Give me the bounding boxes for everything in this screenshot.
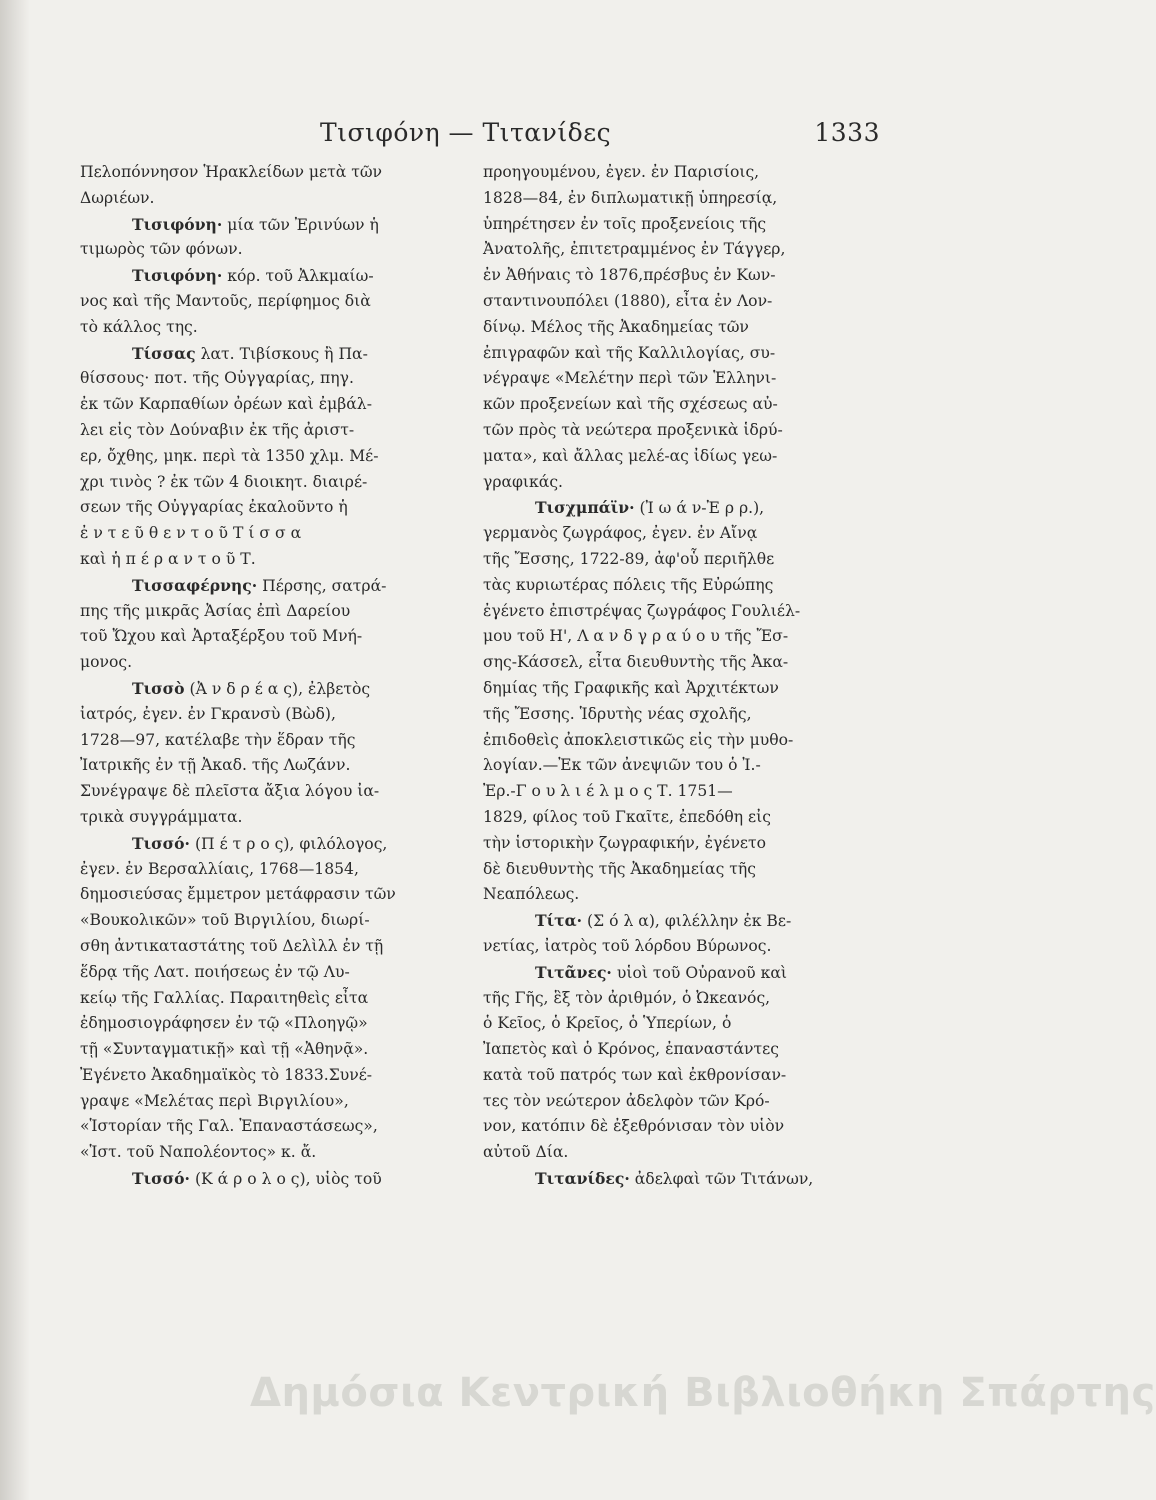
text-line [80, 470, 458, 496]
text-line [80, 1166, 458, 1192]
text-line [483, 573, 861, 599]
line-text: ἐδημοσιογράφησεν ἐν τῷ «Πλοηγῷ» [80, 1014, 368, 1033]
line-text: νετίας, ἰατρὸς τοῦ λόρδου Βύρωνος. [483, 936, 772, 955]
text-line [483, 366, 861, 392]
text-line [483, 624, 861, 650]
line-text: 1728—97, κατέλαβε τὴν ἕδραν τῆς [80, 730, 356, 749]
line-text: ἰατρός, ἐγεν. ἐν Γκρανσὺ (Βὼδ), [80, 704, 336, 723]
text-line [80, 160, 458, 186]
text-line [483, 599, 861, 625]
line-text: Ἐγένετο Ἀκαδημαϊκὸς τὸ 1833.Συνέ- [80, 1065, 373, 1084]
entry-headword: Τισιφόνη· [132, 214, 223, 234]
line-text: ἐγεν. ἐν Βερσαλλίαις, 1768—1854, [80, 859, 359, 878]
line-text: σθη ἀντικαταστάτης τοῦ Δελὶλλ ἐν τῇ [80, 936, 384, 955]
entry-headword: Τισχμπάϊν· [535, 498, 635, 518]
line-text: μου τοῦ Η', Λ α ν δ γ ρ α ύ ο υ τῆς Ἔσ- [483, 627, 789, 646]
text-line [483, 315, 861, 341]
line-text: λατ. Τιβίσκους ἢ Πα- [200, 344, 368, 363]
line-text: κείῳ τῆς Γαλλίας. Παραιτηθεὶς εἶτα [80, 988, 369, 1007]
text-line [483, 495, 861, 521]
entry-headword: Τισσό· [132, 833, 190, 853]
line-text: νον, κατόπιν δὲ ἐξεθρόνισαν τὸν υἱὸν [483, 1117, 785, 1136]
text-line [483, 882, 861, 908]
text-line [483, 547, 861, 573]
text-line [80, 495, 458, 521]
line-text: (Ἀ ν δ ρ έ α ς), ἐλβετὸς [189, 679, 371, 698]
text-line [80, 986, 458, 1012]
line-text: «Ἱστορίαν τῆς Γαλ. Ἐπαναστάσεως», [80, 1117, 378, 1136]
line-text: τῶν πρὸς τὰ νεώτερα προξενικὰ ἱδρύ- [483, 420, 783, 439]
text-line [80, 573, 458, 599]
text-line [80, 418, 458, 444]
line-text: νέγραψε «Μελέτην περὶ τῶν Ἑλληνι- [483, 369, 777, 388]
text-line [80, 728, 458, 754]
running-head [320, 118, 880, 158]
line-text: πης τῆς μικρᾶς Ἀσίας ἐπὶ Δαρείου [80, 601, 351, 620]
text-line [80, 1140, 458, 1166]
text-line [483, 341, 861, 367]
line-text: δημοσιεύσας ἔμμετρον μετάφρασιν τῶν [80, 885, 396, 904]
line-text: ὑπηρέτησεν ἐν τοῖς προξενείοις τῆς [483, 214, 767, 233]
line-text: τες τὸν νεώτερον ἀδελφὸν τῶν Κρό- [483, 1091, 770, 1110]
text-line [80, 186, 458, 212]
text-line [80, 1089, 458, 1115]
text-line [80, 1037, 458, 1063]
text-line [80, 753, 458, 779]
line-text: τῆς Ἔσσης, 1722-89, ἀφ'οὗ περιῆλθε [483, 549, 775, 568]
text-line [483, 934, 861, 960]
line-text: τὰς κυριωτέρας πόλεις τῆς Εὐρώπης [483, 575, 774, 594]
line-text: ἐκ τῶν Καρπαθίων ὀρέων καὶ ἐμβάλ- [80, 395, 372, 414]
line-text: υἱοὶ τοῦ Οὐρανοῦ καὶ [616, 963, 788, 982]
line-text: τιμωρὸς τῶν φόνων. [80, 240, 243, 259]
line-text: Ἀνατολῆς, ἐπιτετραμμένος ἐν Τάγγερ, [483, 240, 786, 259]
text-line [483, 237, 861, 263]
line-text: καὶ ἡ π έ ρ α ν τ ο ῦ Τ. [80, 549, 256, 568]
text-line [80, 882, 458, 908]
line-text: σεων τῆς Οὐγγαρίας ἐκαλοῦντο ἡ [80, 498, 348, 517]
line-text: Ἰατρικῆς ἐν τῇ Ἀκαδ. τῆς Λωζάνν. [80, 756, 351, 775]
text-line [80, 676, 458, 702]
line-text: σης-Κάσσελ, εἶτα διευθυντὴς τῆς Ἀκα- [483, 653, 789, 672]
line-text: δημίας τῆς Γραφικῆς καὶ Ἀρχιτέκτων [483, 678, 779, 697]
line-text: γερμανὸς ζωγράφος, ἐγεν. ἐν Αἴνᾳ [483, 524, 758, 543]
line-text: τῆς Γῆς, ἓξ τὸν ἀριθμόν, ὁ Ὠκεανός, [483, 988, 771, 1007]
line-text: Δωριέων. [80, 188, 155, 207]
entry-headword: Τιτᾶνες· [535, 962, 612, 982]
text-line [80, 315, 458, 341]
entry-headword: Τιτανίδες· [535, 1169, 630, 1189]
text-line [80, 366, 458, 392]
page-title: Τισιφόνη — Τιτανίδες [320, 118, 612, 147]
line-text: (Κ ά ρ ο λ ο ς), υἱὸς τοῦ [194, 1170, 382, 1189]
page-number: 1333 [814, 118, 880, 147]
line-text: ματα», καὶ ἄλλας μελέ-ας ἰδίως γεω- [483, 446, 778, 465]
line-text: ἐπιγραφῶν καὶ τῆς Καλλιλογίας, συ- [483, 343, 776, 362]
entry-headword: Τισσό· [132, 1169, 190, 1189]
line-text: (Ἰ ω ά ν-Ἐ ρ ρ.), [639, 499, 765, 518]
text-line [80, 599, 458, 625]
text-line [483, 753, 861, 779]
text-line [483, 444, 861, 470]
entry-headword: Τίσσας [132, 343, 196, 363]
text-line [80, 289, 458, 315]
text-line [483, 186, 861, 212]
text-line [483, 1063, 861, 1089]
line-text: (Π έ τ ρ ο ς), φιλόλογος, [194, 834, 388, 853]
text-line [80, 831, 458, 857]
text-line [483, 392, 861, 418]
line-text: κῶν προξενείων καὶ τῆς σχέσεως αὐ- [483, 395, 778, 414]
text-line [483, 676, 861, 702]
text-line [80, 212, 458, 238]
text-line [483, 857, 861, 883]
text-line [80, 779, 458, 805]
text-line [483, 1037, 861, 1063]
line-text: αὐτοῦ Δία. [483, 1143, 569, 1162]
text-line [80, 444, 458, 470]
line-text: λογίαν.—Ἐκ τῶν ἀνεψιῶν του ὁ Ἰ.- [483, 756, 761, 775]
line-text: (Σ ό λ α), φιλέλλην ἐκ Βε- [587, 912, 792, 931]
line-text: γραφικάς. [483, 472, 564, 491]
page-edge-shadow [0, 0, 30, 1500]
text-line [80, 341, 458, 367]
line-text: Ἰαπετὸς καὶ ὁ Κρόνος, ἐπαναστάντες [483, 1040, 779, 1059]
line-text: δὲ διευθυντὴς τῆς Ἀκαδημείας τῆς [483, 859, 756, 878]
line-text: ἐ ν τ ε ῦ θ ε ν τ ο ῦ Τ ί σ σ α [80, 524, 302, 543]
text-line [80, 1063, 458, 1089]
text-line [80, 263, 458, 289]
line-text: νος καὶ τῆς Μαντοῦς, περίφημος διὰ [80, 291, 371, 310]
entry-headword: Τισιφόνη· [132, 266, 223, 286]
entry-headword: Τίτα· [535, 911, 583, 931]
text-line [483, 289, 861, 315]
line-text: μονος. [80, 653, 133, 672]
line-text: σταντινουπόλει (1880), εἶτα ἐν Λον- [483, 291, 773, 310]
line-text: τοῦ Ὤχου καὶ Ἀρταξέρξου τοῦ Μνή- [80, 627, 363, 646]
line-text: Πέρσης, σατρά- [262, 576, 387, 595]
entry-headword: Τισσὸ [132, 678, 185, 698]
line-text: ἐγένετο ἐπιστρέψας ζωγράφος Γουλιέλ- [483, 601, 801, 620]
left-column [80, 160, 458, 1192]
line-text: κατὰ τοῦ πατρός των καὶ ἐκθρονίσαν- [483, 1065, 787, 1084]
text-line [80, 934, 458, 960]
text-line [483, 779, 861, 805]
line-text: τρικὰ συγγράμματα. [80, 807, 243, 826]
line-text: κόρ. τοῦ Ἀλκμαίω- [227, 267, 374, 286]
text-line [483, 702, 861, 728]
text-line [483, 1140, 861, 1166]
text-line [483, 805, 861, 831]
line-text: Συνέγραψε δὲ πλεῖστα ἄξια λόγου ἰα- [80, 782, 380, 801]
text-line [483, 418, 861, 444]
line-text: γραψε «Μελέτας περὶ Βιργιλίου», [80, 1091, 349, 1110]
line-text: προηγουμένου, ἐγεν. ἐν Παρισίοις, [483, 163, 760, 181]
line-text: ὁ Κεῖος, ὁ Κρεῖος, ὁ Ὑπερίων, ὁ [483, 1014, 732, 1033]
line-text: ἀδελφαὶ τῶν Τιτάνων, [634, 1170, 814, 1189]
text-line [483, 1114, 861, 1140]
text-line [80, 805, 458, 831]
line-text: ἕδρᾳ τῆς Λατ. ποιήσεως ἐν τῷ Λυ- [80, 962, 350, 981]
text-line [80, 521, 458, 547]
line-text: ἐν Ἀθήναις τὸ 1876,πρέσβυς ἐν Κων- [483, 266, 776, 285]
line-text: δίνῳ. Μέλος τῆς Ἀκαδημείας τῶν [483, 317, 749, 336]
line-text: Νεαπόλεως. [483, 885, 580, 904]
text-line [80, 1011, 458, 1037]
line-text: «Ἱστ. τοῦ Ναπολέοντος» κ. ἄ. [80, 1143, 317, 1162]
line-text: τῆς Ἔσσης. Ἱδρυτὴς νέας σχολῆς, [483, 704, 752, 723]
text-line [483, 986, 861, 1012]
text-line [483, 1011, 861, 1037]
line-text: θίσσους· ποτ. τῆς Οὐγγαρίας, πηγ. [80, 369, 354, 388]
library-watermark: Δημόσια Κεντρική Βιβλιοθήκη Σπάρτης [250, 1370, 1156, 1416]
text-line [80, 857, 458, 883]
text-line [80, 547, 458, 573]
text-line [80, 702, 458, 728]
line-text: «Βουκολικῶν» τοῦ Βιργιλίου, διωρί- [80, 911, 370, 930]
line-text: λει εἰς τὸν Δούναβιν ἐκ τῆς ἀριστ- [80, 420, 355, 439]
text-line [483, 160, 861, 186]
text-line [80, 392, 458, 418]
text-line [80, 650, 458, 676]
line-text: Ἐρ.-Γ ο υ λ ι έ λ μ ο ς Τ. 1751— [483, 782, 733, 801]
text-line [483, 728, 861, 754]
text-line [80, 1114, 458, 1140]
line-text: 1829, φίλος τοῦ Γκαῖτε, ἐπεδόθη εἰς [483, 807, 771, 826]
text-line [483, 212, 861, 238]
text-line [80, 908, 458, 934]
text-line [483, 831, 861, 857]
text-line [483, 1166, 861, 1192]
text-line [80, 960, 458, 986]
text-line [483, 1089, 861, 1115]
line-text: 1828—84, ἐν διπλωματικῇ ὑπηρεσίᾳ, [483, 188, 778, 207]
line-text: τὸ κάλλος της. [80, 317, 198, 336]
line-text: ερ, ὄχθης, μηκ. περὶ τὰ 1350 χλμ. Μέ- [80, 446, 379, 465]
text-line [80, 624, 458, 650]
line-text: τῇ «Συνταγματικῇ» καὶ τῇ «Ἀθηνᾷ». [80, 1040, 369, 1059]
text-line [483, 263, 861, 289]
line-text: χρι τινὸς ? ἐκ τῶν 4 διοικητ. διαιρέ- [80, 472, 368, 491]
text-line [483, 650, 861, 676]
text-line [483, 470, 861, 496]
line-text: Πελοπόννησον Ἡρακλείδων μετὰ τῶν [80, 163, 383, 181]
entry-headword: Τισσαφέρνης· [132, 575, 258, 595]
line-text: ἐπιδοθεὶς ἀποκλειστικῶς εἰς τὴν μυθο- [483, 730, 794, 749]
line-text: τὴν ἱστορικὴν ζωγραφικήν, ἐγένετο [483, 833, 767, 852]
text-line [483, 521, 861, 547]
text-line [483, 960, 861, 986]
text-line [80, 237, 458, 263]
line-text: μία τῶν Ἐρινύων ἡ [227, 215, 379, 234]
right-column [483, 160, 861, 1192]
text-line [483, 908, 861, 934]
